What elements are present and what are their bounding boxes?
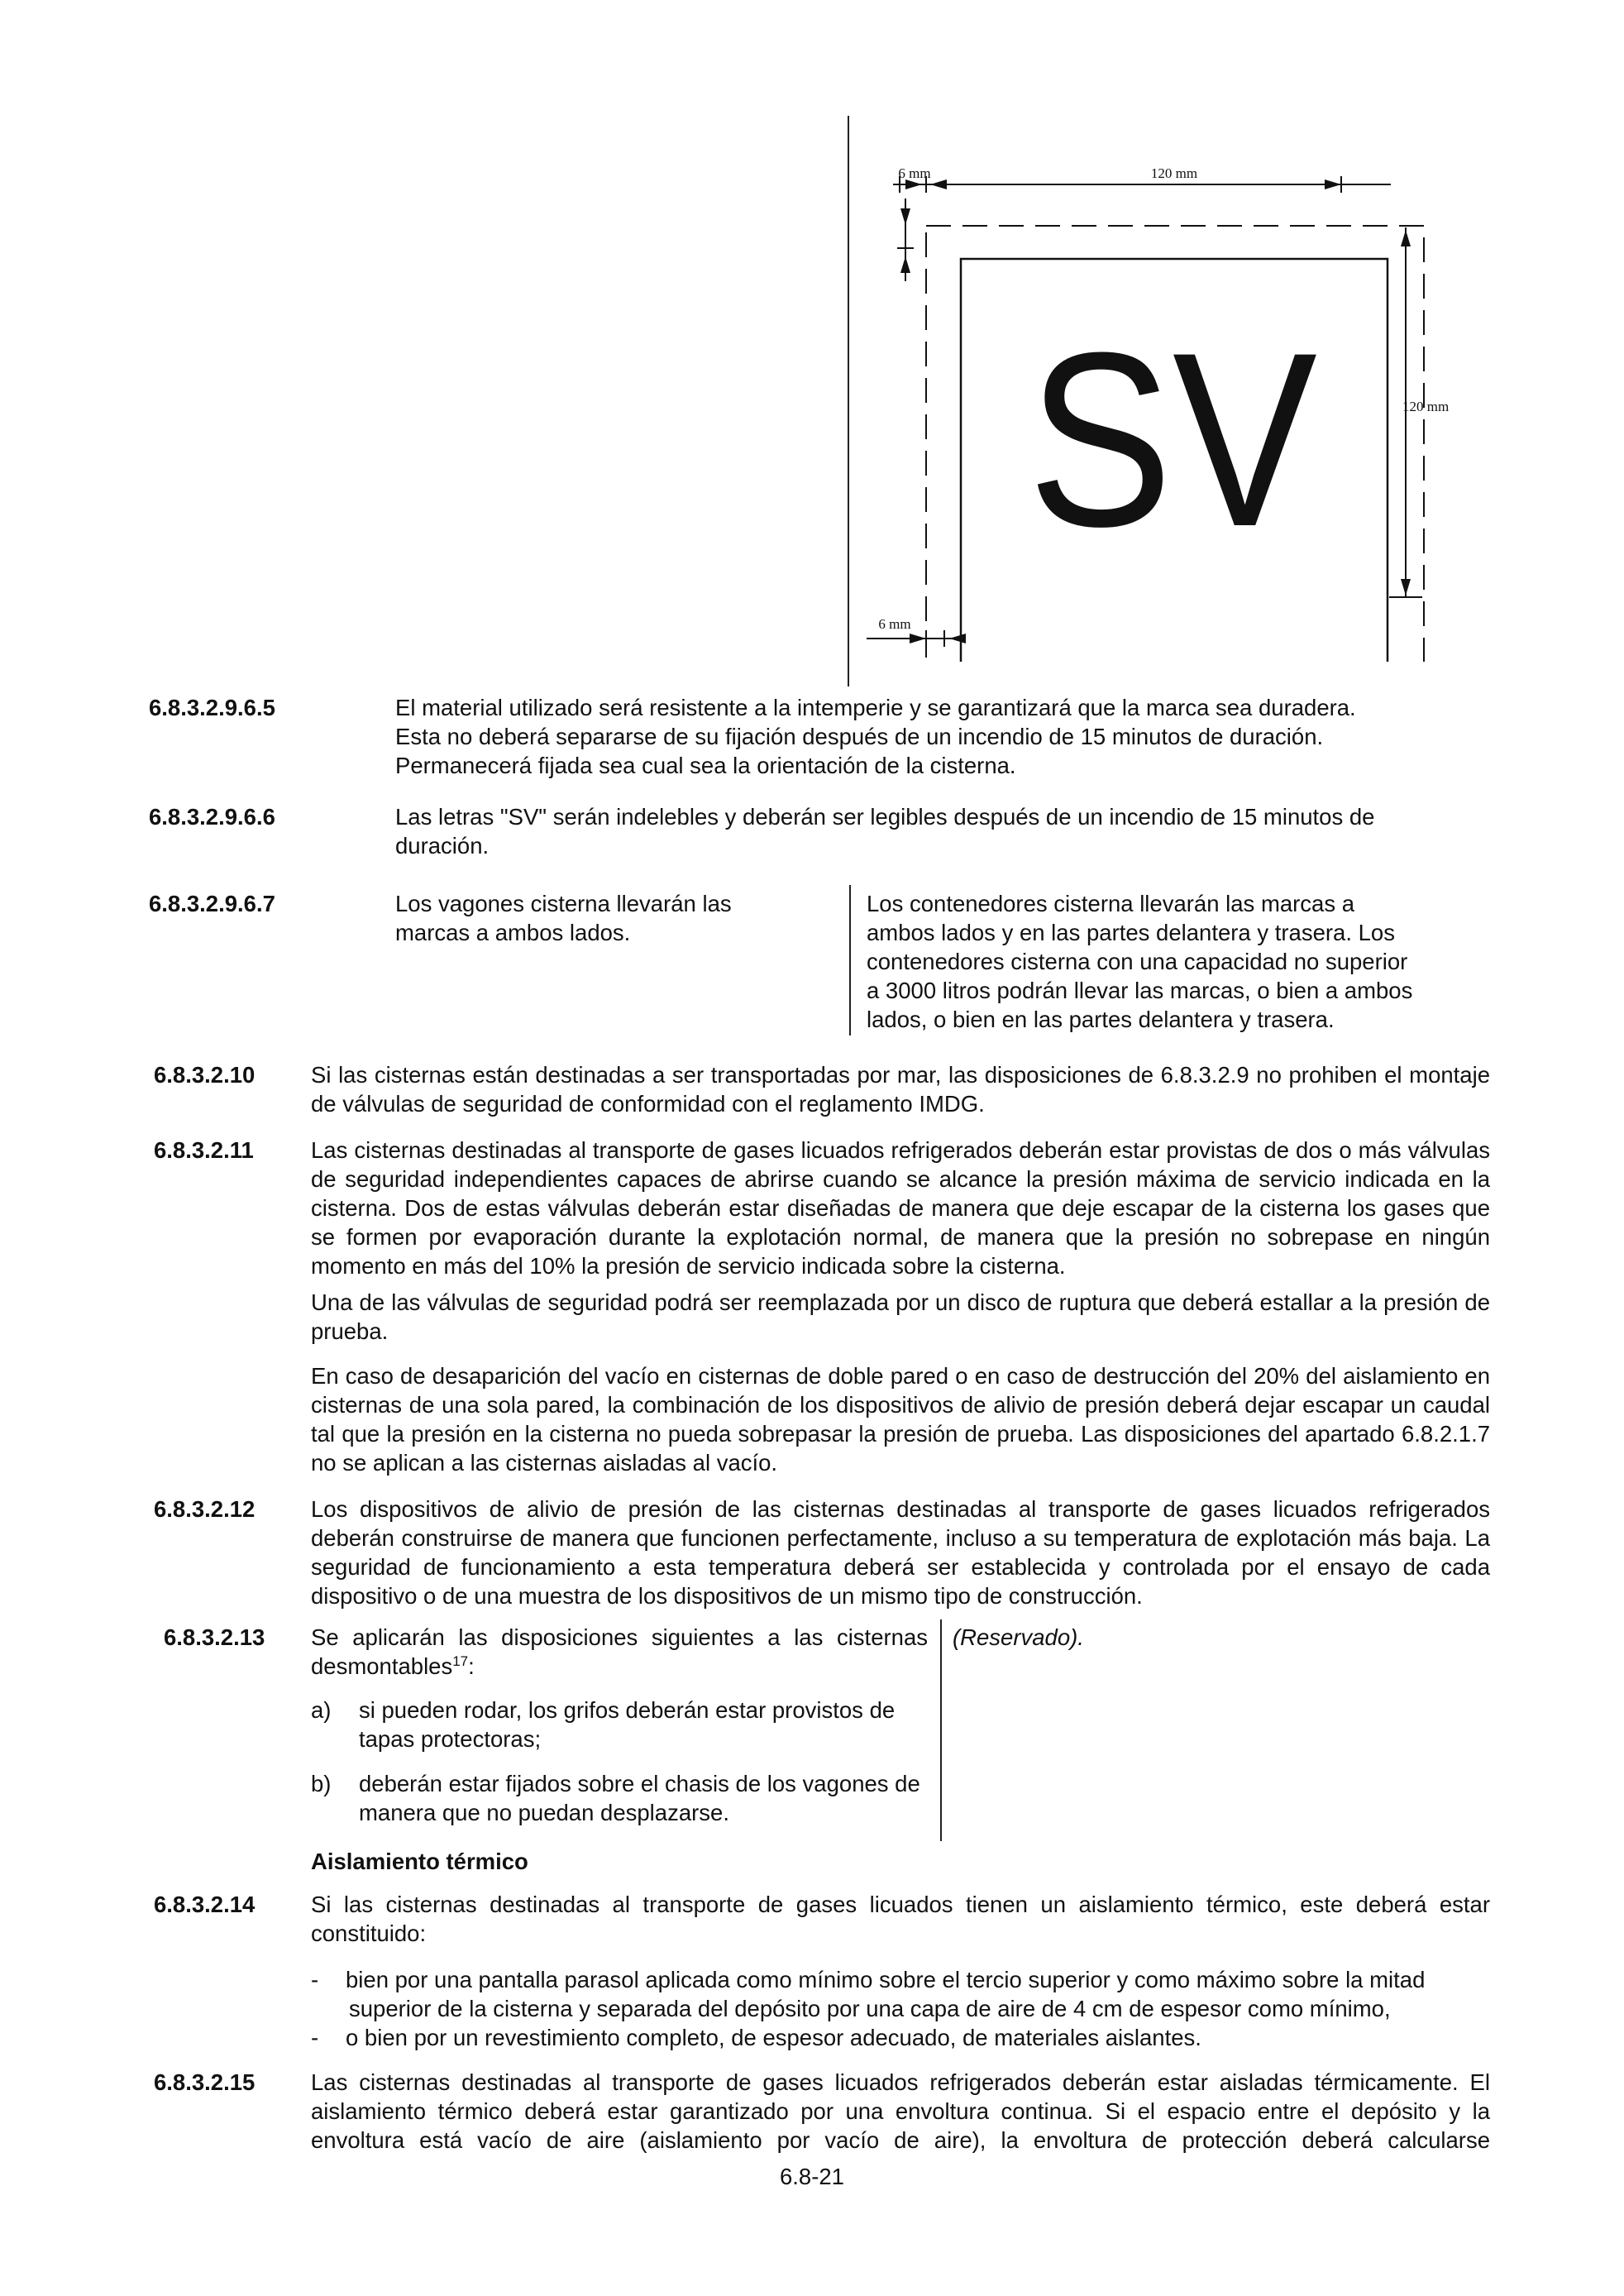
text-line: El material utilizado será resistente a la intemperie y se garantizará que la marca sea duradera. <box>395 695 1356 720</box>
text-line: Los vagones cisterna llevarán las <box>395 891 732 916</box>
item-b-text: deberán estar fijados sobre el chasis de los vagones de manera que no puedan desplazarse. <box>359 1771 920 1825</box>
text-line: superior de la cisterna y separada del depósito por una capa de aire de 4 cm de espesor como mínimo, <box>349 1996 1391 2021</box>
label-6mm-bottom: 6 mm <box>878 616 911 632</box>
label-120mm-top: 120 mm <box>1150 165 1198 181</box>
text-line: contenedores cisterna con una capacidad no superior <box>867 949 1408 974</box>
bullet-text-1 <box>346 1965 1503 2023</box>
section-text-10: Si las cisternas están destinadas a ser transportadas por mar, las disposiciones de 6.8.3.2.9 no prohiben el montaje de válvulas de seguridad de conformidad con el reglamento IMDG. <box>311 1062 1490 1117</box>
item-a-text: si pueden rodar, los grifos deberán estar provistos de tapas protectoras; <box>359 1697 896 1752</box>
text-line: Esta no deberá separarse de su fijación después de un incendio de 15 minutos de duración. <box>395 724 1324 749</box>
section-number-11: 6.8.3.2.11 <box>154 1137 254 1163</box>
section-text-9-6-7-left <box>395 889 825 947</box>
section-text-11-p2: Una de las válvulas de seguridad podrá ser reemplazada por un disco de ruptura que deberá estallar a la presión de prueba. <box>311 1289 1490 1344</box>
label-120mm-right: 120 mm <box>1402 399 1450 414</box>
bullet-dash-2: - <box>311 2025 319 2050</box>
text-line: lados, o bien en las partes delantera y trasera. <box>867 1007 1335 1032</box>
section-text-9-6-7-right <box>867 889 1495 1034</box>
text-line: ambos lados y en las partes delantera y trasera. Los <box>867 920 1395 945</box>
bullet-dash-1: - <box>311 1967 319 1992</box>
section-text-9-6-6 <box>395 802 1503 860</box>
item-a-label: a) <box>311 1697 332 1723</box>
section-text-14: Si las cisternas destinadas al transporte de gases licuados tienen un aislamiento térmico, este deberá estar constituido: <box>311 1892 1490 1946</box>
heading-aislamiento-termico: Aislamiento térmico <box>311 1849 528 1874</box>
section-number-12: 6.8.3.2.12 <box>154 1496 256 1522</box>
bullet-text-2: o bien por un revestimiento completo, de espesor adecuado, de materiales aislantes. <box>346 2025 1201 2050</box>
section-text-11-p1: Las cisternas destinadas al transporte de gases licuados refrigerados deberán estar provistas de dos o más válvulas de seguridad independientes capaces de abrirse cuando se alcance la presión máxima de servicio indicada en la cisterna. Dos de estas válvulas deberán estar diseñadas de manera que deje escapar de la cisterna los gases que se formen por evaporación durante la explotación normal, de manera que la presión no sobrepase en ningún momento en más del 10% la presión de servicio indicada sobre la cisterna. <box>311 1137 1490 1279</box>
text-line: marcas a ambos lados. <box>395 920 631 945</box>
section-number-14: 6.8.3.2.14 <box>154 1892 256 1917</box>
section-text-12: Los dispositivos de alivio de presión de las cisternas destinadas al transporte de gases licuados refrigerados deberán construirse de manera que funcionen perfectamente, incluso a su temperatura de explotación más baja. La seguridad de funcionamiento a esta temperatura deberá ser establecida y controlada por el ensayo de cada dispositivo o de una muestra de los dispositivos de un mismo tipo de construcción. <box>311 1496 1490 1609</box>
footnote-ref: 17 <box>452 1653 469 1669</box>
intro-text: Se aplicarán las disposiciones siguientes a las cisternas desmontables <box>311 1624 928 1679</box>
intro-colon: : <box>468 1653 475 1679</box>
text-line: duración. <box>395 833 490 859</box>
page-number: 6.8-21 <box>780 2164 844 2189</box>
section-text-15: Las cisternas destinadas al transporte de gases licuados refrigerados deberán estar aisladas térmicamente. El aislamiento térmico deberá estar garantizado por una envoltura continua. Si el espacio entre el depósito y la envoltura está vacío de aire (aislamiento por vacío de aire), la envoltura de protección deberá calcularse <box>311 2069 1490 2153</box>
section-text-13-reserved: (Reservado). <box>953 1624 1084 1650</box>
section-number-10: 6.8.3.2.10 <box>154 1062 256 1088</box>
text-line: a 3000 litros podrán llevar las marcas, o bien a ambos <box>867 978 1413 1003</box>
section-number-9-6-6: 6.8.3.2.9.6.6 <box>149 804 275 830</box>
column-divider-9-6-7 <box>849 885 851 1036</box>
item-b-label: b) <box>311 1771 332 1796</box>
text-line: Las letras "SV" serán indelebles y deberán ser legibles después de un incendio de 15 minutos de <box>395 804 1375 830</box>
label-6mm-top: 6 mm <box>898 165 931 181</box>
text-line: Los contenedores cisterna llevarán las marcas a <box>867 891 1355 916</box>
section-text-11-p3: En caso de desaparición del vacío en cisternas de doble pared o en caso de destrucción del 20% del aislamiento en cisternas de una sola pared, la combinación de los dispositivos de alivio de presión deberá dejar escapar un caudal tal que la presión en la cisterna no pueda sobrepasar la presión de prueba. Las disposiciones del apartado 6.8.2.1.7 no se aplican a las cisternas aisladas al vacío. <box>311 1363 1490 1476</box>
text-line: Permanecerá fijada sea cual sea la orientación de la cisterna. <box>395 753 1016 778</box>
sv-marking-figure <box>843 116 1455 662</box>
section-text-9-6-5 <box>395 693 1503 780</box>
section-number-15: 6.8.3.2.15 <box>154 2069 256 2095</box>
text-line: bien por una pantalla parasol aplicada como mínimo sobre el tercio superior y como máximo sobre la mitad <box>346 1967 1426 1992</box>
section-number-9-6-7: 6.8.3.2.9.6.7 <box>149 891 275 916</box>
section-text-13-intro <box>311 1623 928 1681</box>
column-divider-13 <box>940 1619 942 1841</box>
section-number-9-6-5: 6.8.3.2.9.6.5 <box>149 695 275 720</box>
sv-sign-text: SV <box>1028 300 1319 578</box>
section-number-13: 6.8.3.2.13 <box>164 1624 265 1650</box>
